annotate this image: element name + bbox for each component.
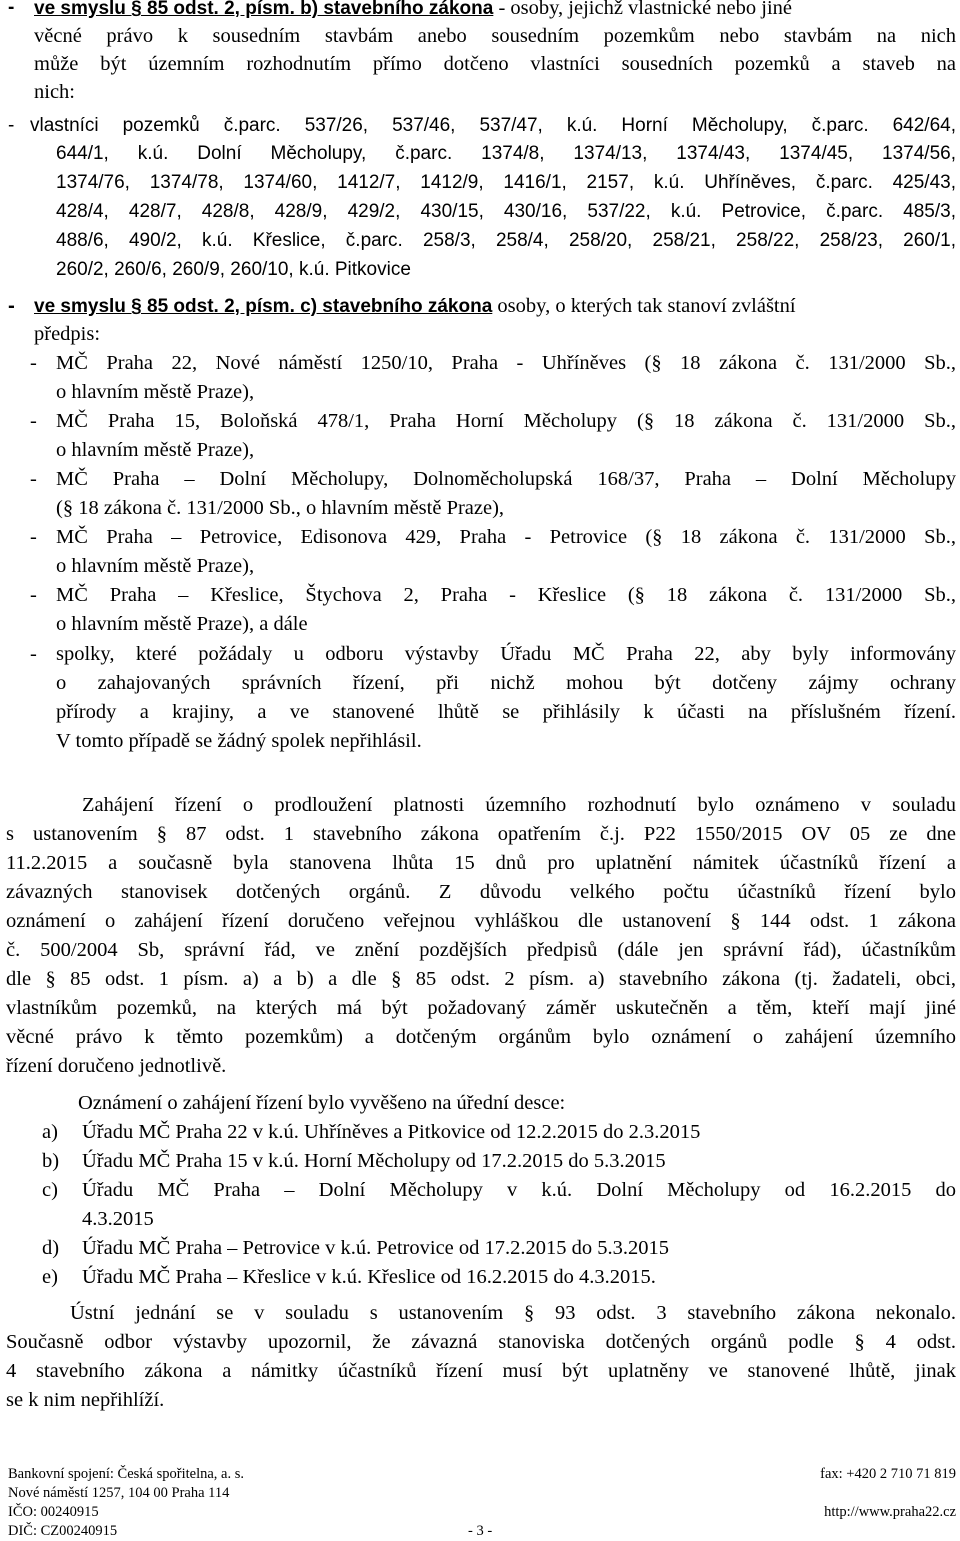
paragraph-text: 11.2.2015 a současně byla stanovena lhůta 15 dnů pro uplatnění námitek účastníků řízení a (6, 852, 956, 874)
body-dash: - (30, 352, 37, 374)
body-item-cont (0, 727, 960, 755)
body-item-cont (0, 378, 960, 406)
body-text: MČ Praha – Křeslice, Štychova 2, Praha - Křeslice (§ 18 zákona č. 131/2000 Sb., (56, 584, 956, 606)
notice-list-item (0, 1176, 960, 1204)
notice-list-text: Úřadu MČ Praha – Dolní Měcholupy v k.ú. Dolní Měcholupy od 16.2.2015 do (82, 1179, 956, 1201)
paragraph-text: s ustanovením § 87 odst. 1 stavebního zákona opatřením č.j. P22 1550/2015 OV 05 ze dne (6, 823, 956, 845)
body-text: MČ Praha – Dolní Měcholupy, Dolnoměcholupská 168/37, Praha – Dolní Měcholupy (56, 468, 956, 490)
section-b-text: může být územním rozhodnutím přímo dotčeno vlastníci sousedních pozemků a staveb na (34, 53, 956, 75)
paragraph-1-line (0, 878, 960, 906)
paragraph-1-line (0, 1023, 960, 1051)
body-item (0, 581, 960, 609)
paragraph-1-line (0, 1052, 960, 1080)
section-c-dash: - (8, 294, 15, 317)
footer-ico: IČO: 00240915 (8, 1504, 99, 1520)
owners-line (0, 256, 960, 284)
section-b-text: - osoby, jejichž vlastnické nebo jiné (493, 0, 793, 19)
paragraph-text: řízení doručeno jednotlivě. (6, 1055, 227, 1077)
paragraph-1-line (0, 791, 960, 819)
paragraph-1-line (0, 849, 960, 877)
section-b-line-4 (0, 78, 960, 106)
body-dash: - (30, 643, 37, 665)
paragraph-2-line (0, 1386, 960, 1414)
owners-line (0, 198, 960, 226)
body-item-cont (0, 436, 960, 464)
owners-line (0, 169, 960, 197)
body-text: (§ 18 zákona č. 131/2000 Sb., o hlavním městě Praze), (56, 497, 505, 519)
paragraph-text: Zahájení řízení o prodloužení platnosti územního rozhodnutí bylo oznámeno v souladu (82, 794, 956, 816)
notice-intro-text: Oznámení o zahájení řízení bylo vyvěšeno na úřední desce: (78, 1092, 566, 1114)
paragraph-2-line (0, 1328, 960, 1356)
notice-list-item (0, 1147, 960, 1175)
body-item (0, 349, 960, 377)
body-text: V tomto případě se žádný spolek nepřihlásil. (56, 730, 422, 752)
paragraph-text: Ústní jednání se v souladu s ustanovením § 93 odst. 3 stavebního zákona nekonalo. (70, 1302, 956, 1324)
owners-line (0, 140, 960, 168)
body-text: o hlavním městě Praze), (56, 555, 255, 577)
section-b-line-1 (0, 0, 960, 22)
paragraph-1-line (0, 994, 960, 1022)
body-item-cont (0, 552, 960, 580)
body-item-cont (0, 698, 960, 726)
body-text: o hlavním městě Praze), a dále (56, 613, 308, 635)
body-item (0, 407, 960, 435)
footer-address: Nové náměstí 1257, 104 00 Praha 114 (8, 1485, 230, 1501)
notice-list-text: Úřadu MČ Praha 22 v k.ú. Uhříněves a Pitkovice od 12.2.2015 do 2.3.2015 (82, 1121, 701, 1143)
body-dash: - (30, 468, 37, 490)
section-b-lead: ve smyslu § 85 odst. 2, písm. b) stavebního zákona (34, 0, 494, 19)
owners-line (0, 227, 960, 255)
body-item (0, 523, 960, 551)
notice-list-text: Úřadu MČ Praha 15 v k.ú. Horní Měcholupy od 17.2.2015 do 5.3.2015 (82, 1150, 666, 1172)
notice-list-text: Úřadu MČ Praha – Křeslice v k.ú. Křeslice od 16.2.2015 do 4.3.2015. (82, 1266, 656, 1288)
section-c-text: předpis: (34, 323, 101, 345)
owners-text: vlastníci pozemků č.parc. 537/26, 537/46, 537/47, k.ú. Horní Měcholupy, č.parc. 642/64, (30, 115, 956, 136)
owners-text: 488/6, 490/2, k.ú. Křeslice, č.parc. 258/3, 258/4, 258/20, 258/21, 258/22, 258/23, 260/1, (56, 230, 956, 251)
paragraph-2-line (0, 1299, 960, 1327)
section-b-text: nich: (34, 81, 75, 103)
body-item-cont (0, 494, 960, 522)
body-text: o hlavním městě Praze), (56, 381, 255, 403)
notice-list-label: b) (42, 1150, 60, 1172)
owners-text: 428/4, 428/7, 428/8, 428/9, 429/2, 430/15, 430/16, 537/22, k.ú. Petrovice, č.parc. 485/3, (56, 201, 956, 222)
notice-list-item (0, 1234, 960, 1262)
body-text: o zahajovaných správních řízení, při nichž mohou být dotčeny zájmy ochrany (56, 672, 956, 694)
footer-row-2 (0, 1484, 960, 1502)
section-b-line-3 (0, 50, 960, 78)
body-item-cont (0, 669, 960, 697)
footer-row-4 (0, 1522, 960, 1540)
body-text: MČ Praha 15, Boloňská 478/1, Praha Horní Měcholupy (§ 18 zákona č. 131/2000 Sb., (56, 410, 956, 432)
notice-list-item (0, 1118, 960, 1146)
notice-list-item-cont (0, 1205, 960, 1233)
owners-text: 644/1, k.ú. Dolní Měcholupy, č.parc. 1374/8, 1374/13, 1374/43, 1374/45, 1374/56, (56, 143, 956, 164)
body-dash: - (30, 584, 37, 606)
body-text: MČ Praha – Petrovice, Edisonova 429, Praha - Petrovice (§ 18 zákona č. 131/2000 Sb., (56, 526, 956, 548)
paragraph-text: dle § 85 odst. 1 písm. a) a b) a dle § 85 odst. 2 písm. a) stavebního zákona (tj. žadateli, obci, (6, 968, 956, 990)
section-c-lead: ve smyslu § 85 odst. 2, písm. c) stavebního zákona (34, 296, 493, 317)
paragraph-text: č. 500/2004 Sb, správní řád, ve znění pozdějších předpisů (dále jen správní řád), účastníkům (6, 939, 956, 961)
body-item-cont (0, 610, 960, 638)
paragraph-text: Současně odbor výstavby upozornil, že závazná stanoviska dotčených orgánů podle § 4 odst. (6, 1331, 956, 1353)
section-c-line-1 (0, 292, 960, 320)
paragraph-text: se k nim nepřihlíží. (6, 1389, 165, 1411)
owners-dash: - (8, 115, 15, 136)
footer-fax: fax: +420 2 710 71 819 (820, 1466, 956, 1482)
body-text: MČ Praha 22, Nové náměstí 1250/10, Praha - Uhříněves (§ 18 zákona č. 131/2000 Sb., (56, 352, 956, 374)
section-c-line-2 (0, 320, 960, 348)
body-text: o hlavním městě Praze), (56, 439, 255, 461)
notice-list-item (0, 1263, 960, 1291)
footer-row-1 (0, 1465, 960, 1483)
notice-list-text: 4.3.2015 (82, 1208, 154, 1230)
footer-dic: DIČ: CZ00240915 (8, 1523, 118, 1539)
body-item (0, 465, 960, 493)
owners-line (0, 112, 960, 140)
section-c-text: osoby, o kterých tak stanoví zvláštní (492, 295, 796, 317)
owners-text: 1374/76, 1374/78, 1374/60, 1412/7, 1412/9, 1416/1, 2157, k.ú. Uhříněves, č.parc. 425/43, (56, 172, 956, 193)
footer-bank: Bankovní spojení: Česká spořitelna, a. s. (8, 1466, 244, 1482)
owners-text: 260/2, 260/6, 260/9, 260/10, k.ú. Pitkovice (56, 259, 411, 280)
paragraph-text: vlastníkům pozemků, na kterých má být požadovaný záměr uskutečněn a těm, kteří mají jiné (6, 997, 956, 1019)
section-b-dash: - (8, 0, 15, 18)
notice-intro (0, 1089, 960, 1117)
body-item (0, 640, 960, 668)
page-number: - 3 - (468, 1523, 493, 1539)
body-dash: - (30, 410, 37, 432)
paragraph-1-line (0, 965, 960, 993)
paragraph-text: věcné právo k těmto pozemkům) a dotčeným orgánům bylo oznámení o zahájení územního (6, 1026, 956, 1048)
paragraph-text: závazných stanovisek dotčených orgánů. Z důvodu velkého počtu účastníků řízení bylo (6, 881, 956, 903)
body-dash: - (30, 526, 37, 548)
notice-list-label: d) (42, 1237, 60, 1259)
notice-list-text: Úřadu MČ Praha – Petrovice v k.ú. Petrovice od 17.2.2015 do 5.3.2015 (82, 1237, 670, 1259)
footer-row-3 (0, 1503, 960, 1521)
footer-web-link[interactable]: http://www.praha22.cz (824, 1504, 956, 1520)
paragraph-text: oznámení o zahájení řízení doručeno veřejnou vyhláškou dle ustanovení § 144 odst. 1 zákona (6, 910, 956, 932)
body-text: přírody a krajiny, a ve stanovené lhůtě se přihlásily k účasti na příslušném řízení. (56, 701, 956, 723)
notice-list-label: c) (42, 1179, 58, 1201)
notice-list-label: e) (42, 1266, 58, 1288)
section-b-line-2 (0, 22, 960, 50)
body-text: spolky, které požádaly u odboru výstavby Úřadu MČ Praha 22, aby byly informovány (56, 643, 956, 665)
paragraph-1-line (0, 907, 960, 935)
paragraph-text: 4 stavebního zákona a námitky účastníků řízení musí být uplatněny ve stanovené lhůtě, jinak (6, 1360, 956, 1382)
section-b-text: věcné právo k sousedním stavbám anebo sousedním pozemkům nebo stavbám na nich (34, 25, 956, 47)
notice-list-label: a) (42, 1121, 58, 1143)
paragraph-1-line (0, 820, 960, 848)
paragraph-2-line (0, 1357, 960, 1385)
paragraph-1-line (0, 936, 960, 964)
